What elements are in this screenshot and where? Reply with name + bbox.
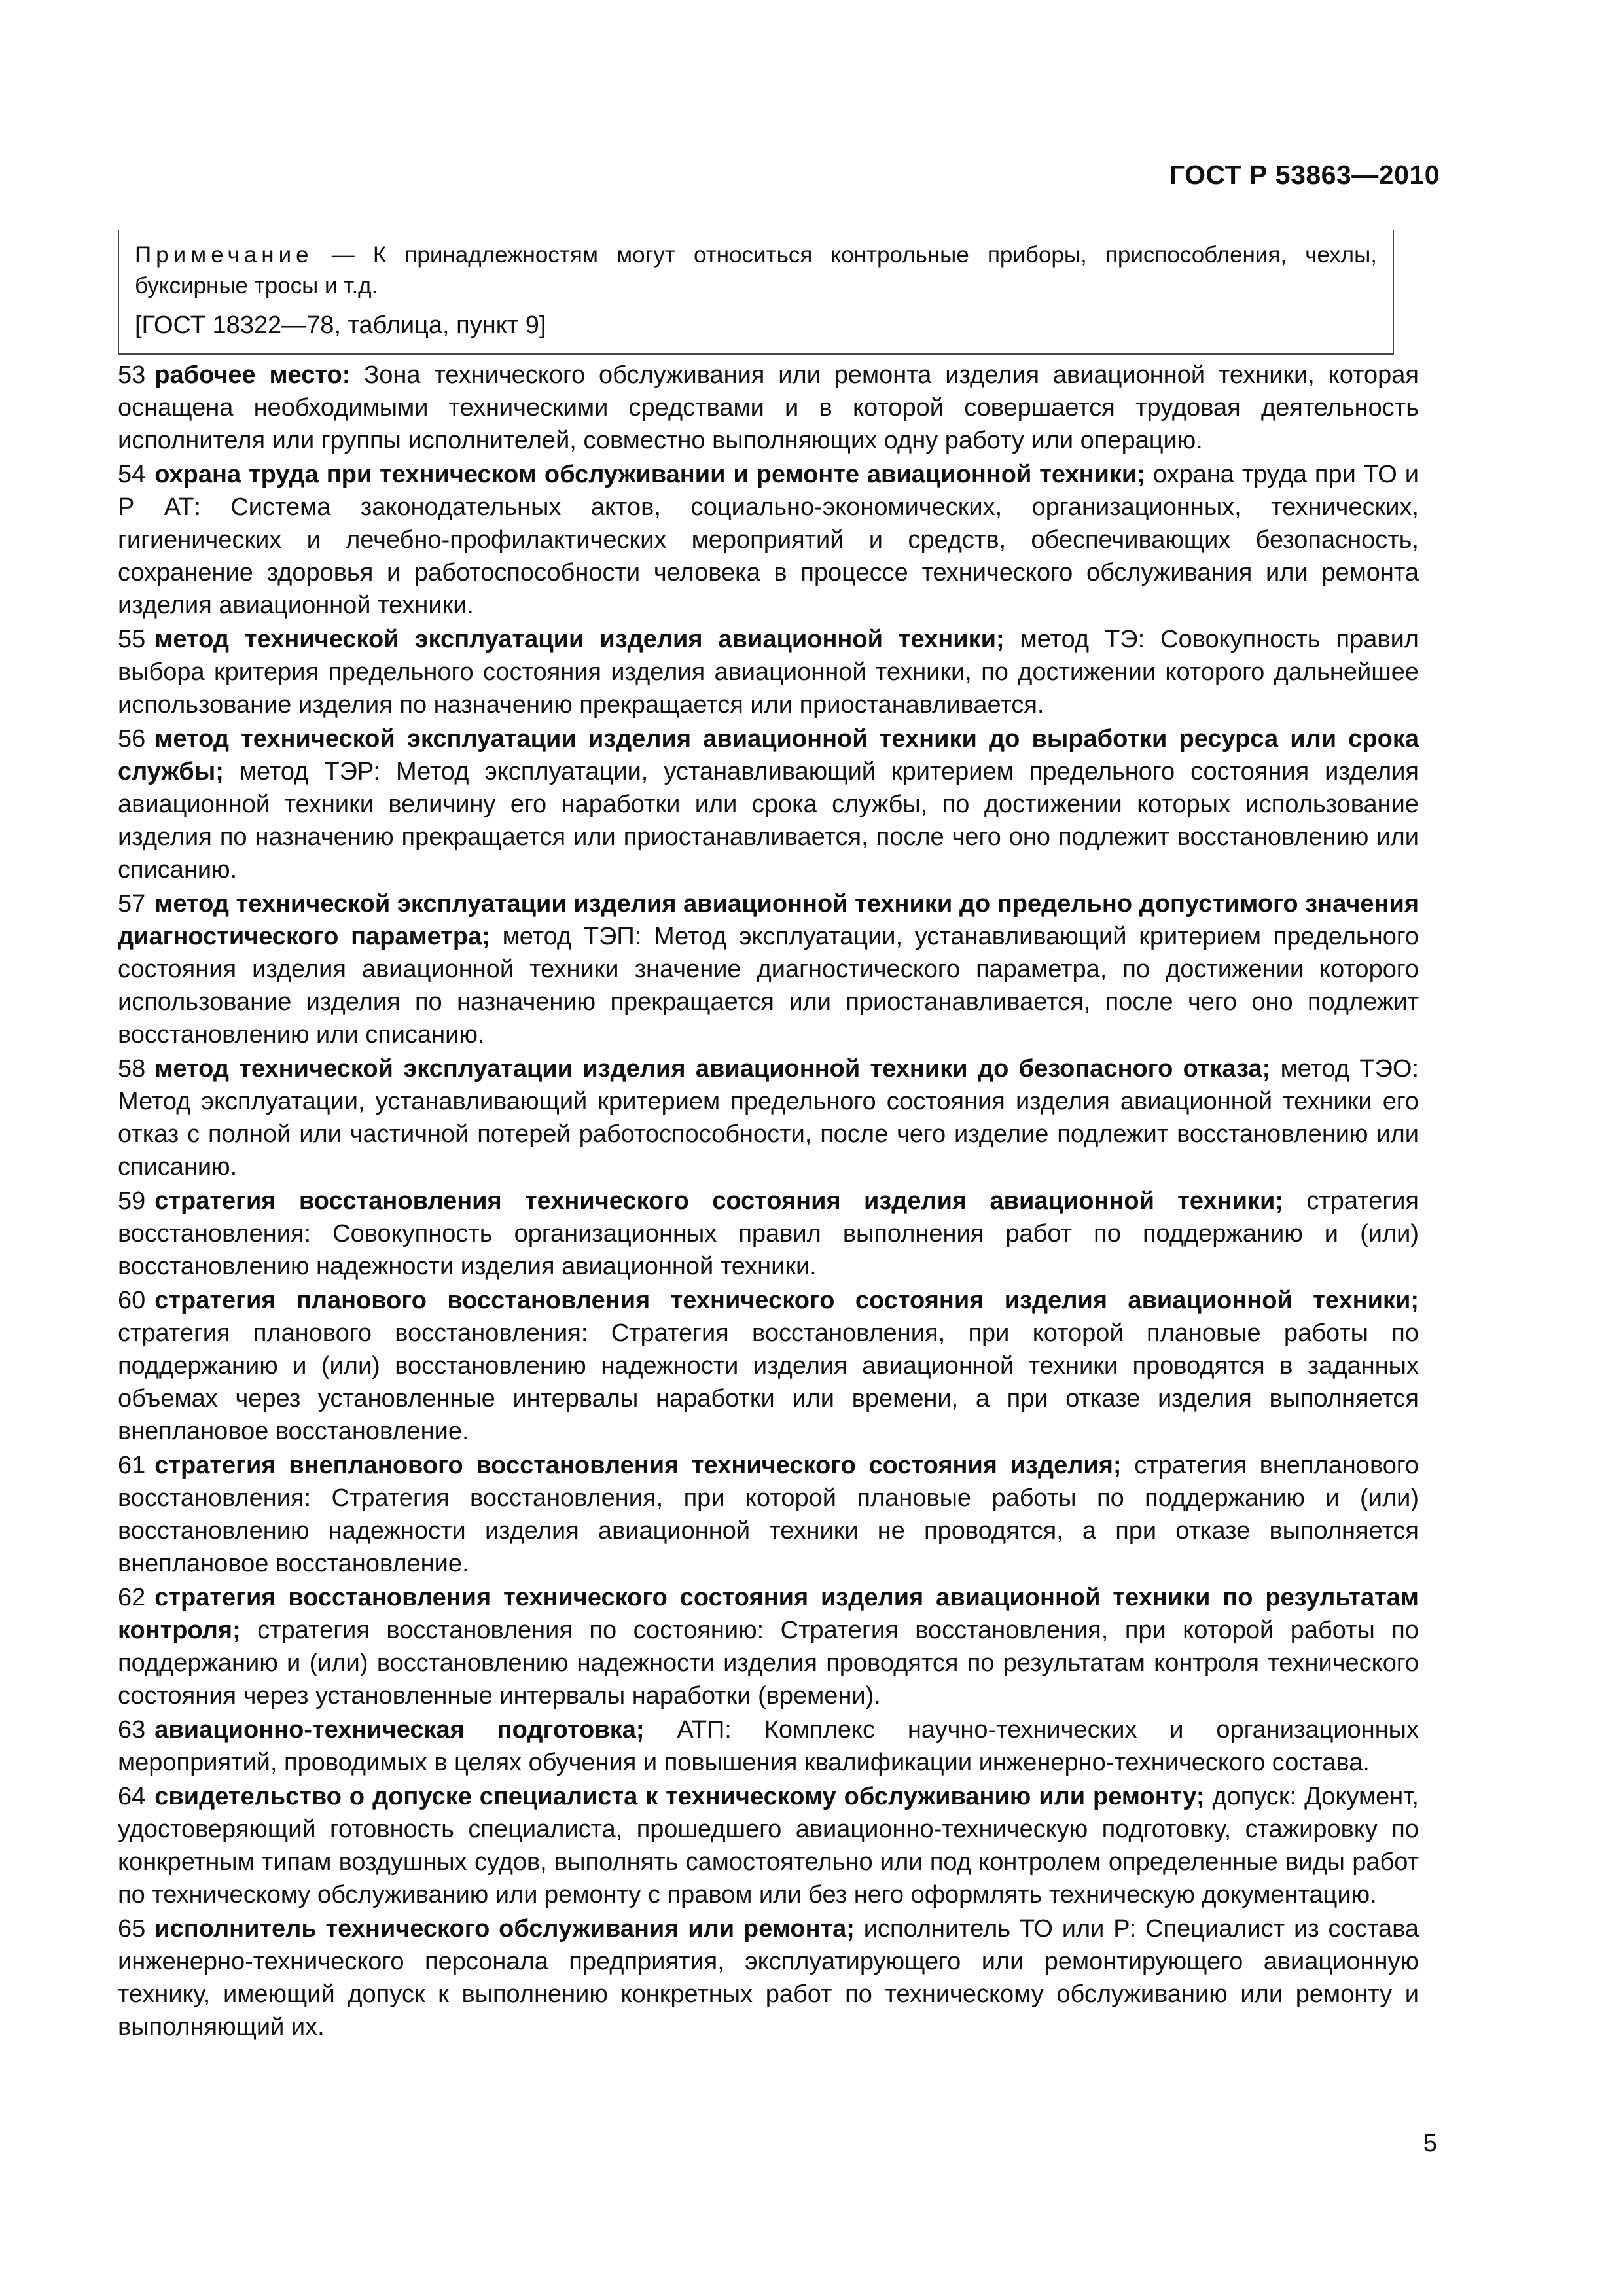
term-definition: охрана труда при ТО и Р АТ: Система законодательных актов, социально-экономических, организационных, технических, гигиенических и лечебно-профилактических мероприятий и средств, обеспечивающих безопасность, сохранение здоровья и работоспособности человека в процессе технического обслуживания или ремонта изделия авиационной техники. [118,461,1419,619]
term-entry [118,458,1419,622]
term-number: 57 [118,890,146,918]
term-number: 61 [118,1452,146,1479]
term-entry [118,1284,1419,1448]
term-title: метод технической эксплуатации изделия авиационной техники до предельно допустимого значения диагностического параметра; [118,890,1419,950]
term-definition: допуск: Документ, удостоверяющий готовность специалиста, прошедшего авиационно-техническую подготовку, стажировку по конкретным типам воздушных судов, выполнять самостоятельно или под контролем определенные виды работ по техническому обслуживанию или ремонту с правом или без него оформлять техническую документацию. [118,1783,1419,1909]
term-entry [118,359,1419,457]
note-label: Примечание [135,242,313,268]
term-definition: исполнитель ТО или Р: Специалист из состава инженерно-технического персонала предприятия, эксплуатирующего или ремонтирующего авиационную технику, имеющий допуск к выполнению конкретных работ по техническому обслуживанию или ремонту и выполняющий их. [118,1915,1419,2041]
term-entry [118,1780,1419,1911]
term-title: авиационно-техническая подготовка; [154,1716,645,1744]
term-number: 59 [118,1187,146,1215]
term-number: 56 [118,725,146,753]
term-title: свидетельство о допуске специалиста к техническому обслуживанию или ремонту; [154,1783,1205,1810]
term-definition: метод ТЭ: Совокупность правил выбора критерия предельного состояния изделия авиационной техники, по достижении которого дальнейшее использование изделия по назначению прекращается или приостанавливается. [118,626,1419,719]
term-title: метод технической эксплуатации изделия авиационной техники; [154,626,1005,653]
term-entry [118,623,1419,721]
term-definition: метод ТЭР: Метод эксплуатации, устанавливающий критерием предельного состояния изделия авиационной техники величину его наработки или срока службы, по достижении которых использование изделия по назначению прекращается или приостанавливается, после чего оно подлежит восстановлению или списанию. [118,758,1419,884]
page-number: 5 [1423,2130,1437,2157]
term-definition: Зона технического обслуживания или ремонта изделия авиационной техники, которая оснащена необходимыми техническими средствами и в которой совершается трудовая деятельность исполнителя или группы исполнителей, совместно выполняющих одну работу или операцию. [118,361,1419,454]
term-title: стратегия планового восстановления технического состояния изделия авиационной техники; [154,1287,1419,1314]
term-title: стратегия восстановления технического состояния изделия авиационной техники; [154,1187,1284,1215]
term-entry [118,1581,1419,1712]
note-reference: [ГОСТ 18322—78, таблица, пункт 9] [135,312,546,339]
term-entry [118,888,1419,1051]
note-body: — К принадлежностям могут относиться контрольные приборы, приспособления, чехлы, буксирные тросы и т.д. [135,242,1377,298]
term-title: метод технической эксплуатации изделия авиационной техники до выработки ресурса или срока службы; [118,725,1419,785]
term-title: охрана труда при техническом обслуживании и ремонте авиационной техники; [154,461,1145,488]
document-header: ГОСТ Р 53863—2010 [1169,160,1440,190]
term-number: 55 [118,626,146,653]
term-entry [118,1713,1419,1779]
term-definition: стратегия восстановления: Совокупность организационных правил выполнения работ по поддержанию и (или) восстановлению надежности изделия авиационной техники. [118,1187,1419,1280]
term-definition: метод ТЭО: Метод эксплуатации, устанавливающий критерием предельного состояния изделия авиационной техники его отказ с полной или частичной потерей работоспособности, после чего изделие подлежит восстановлению или списанию. [118,1055,1419,1181]
term-number: 62 [118,1584,146,1611]
term-entry [118,1185,1419,1283]
term-entry [118,1449,1419,1580]
term-definition: стратегия планового восстановления: Стратегия восстановления, при которой плановые работы по поддержанию и (или) восстановлению надежности изделия авиационной техники проводятся в заданных объемах через установленные интервалы наработки или времени, а при отказе изделия выполняется внеплановое восстановление. [118,1319,1419,1445]
term-definition: АТП: Комплекс научно-технических и организационных мероприятий, проводимых в целях обучения и повышения квалификации инженерно-технического состава. [118,1716,1419,1776]
term-title: рабочее место: [154,361,351,389]
term-title: стратегия внепланового восстановления технического состояния изделия; [154,1452,1122,1479]
terms-list [118,359,1419,2045]
term-definition: стратегия восстановления по состоянию: Стратегия восстановления, при которой работы по поддержанию и (или) восстановлению надежности изделия проводятся по результатам контроля технического состояния через установленные интервалы наработки (времени). [118,1617,1419,1710]
term-entry [118,1052,1419,1183]
term-entry [118,1912,1419,2043]
term-number: 63 [118,1716,146,1744]
term-title: метод технической эксплуатации изделия авиационной техники до безопасного отказа; [154,1055,1271,1083]
term-definition: метод ТЭП: Метод эксплуатации, устанавливающий критерием предельного состояния изделия авиационной техники значение диагностического параметра, по достижении которого использование изделия по назначению прекращается или приостанавливается, после чего оно подлежит восстановлению или списанию. [118,923,1419,1049]
term-definition: стратегия внепланового восстановления: Стратегия восстановления, при которой плановые работы по поддержанию и (или) восстановлению надежности изделия авиационной техники не проводятся, а при отказе выполняется внеплановое восстановление. [118,1452,1419,1577]
term-title: стратегия восстановления технического состояния изделия авиационной техники по результатам контроля; [118,1584,1419,1644]
term-number: 58 [118,1055,146,1083]
term-number: 64 [118,1783,146,1810]
term-entry [118,723,1419,886]
term-title: исполнитель технического обслуживания или ремонта; [154,1915,855,1943]
term-number: 53 [118,361,146,389]
term-number: 65 [118,1915,146,1943]
term-number: 60 [118,1287,146,1314]
note-text [135,240,1377,301]
term-number: 54 [118,461,146,488]
note-box [118,230,1394,355]
